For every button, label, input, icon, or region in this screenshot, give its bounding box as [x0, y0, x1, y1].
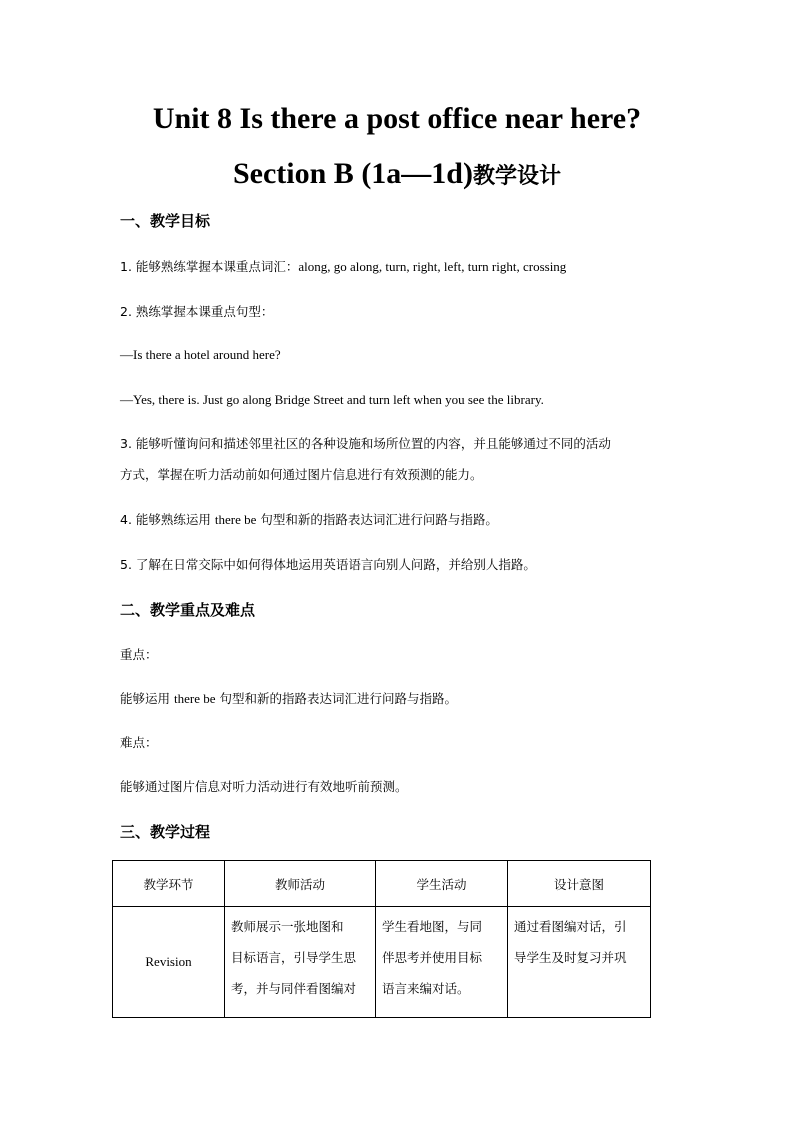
example-question: —Is there a hotel around here?	[120, 347, 281, 362]
cell-teacher: 教师展示一张地图和 目标语言，引导学生思 考，并与同伴看图编对	[225, 907, 376, 1018]
cell-intent: 通过看图编对话，引 导学生及时复习并巩	[508, 907, 651, 1018]
cell-student: 学生看地图，与同 伴思考并使用目标 语言来编对话。	[376, 907, 508, 1018]
objective-4: 4. 能够熟练运用 there be 句型和新的指路表达词汇进行问路与指路。	[120, 512, 498, 527]
difficulty-text: 能够通过图片信息对听力活动进行有效地听前预测。	[120, 779, 408, 794]
heading-key-points: 二、教学重点及难点	[120, 601, 256, 619]
objective-3-line1: 3. 能够听懂询问和描述邻里社区的各种设施和场所位置的内容，并且能够通过不同的活动	[120, 436, 611, 451]
difficulty-label: 难点：	[120, 735, 158, 750]
focus-label: 重点：	[120, 647, 158, 662]
document-subtitle	[0, 156, 794, 195]
objective-5: 5. 了解在日常交际中如何得体地运用英语语言向别人问路，并给别人指路。	[120, 557, 536, 572]
header-stage: 教学环节	[113, 861, 225, 907]
focus-text: 能够运用 there be 句型和新的指路表达词汇进行问路与指路。	[120, 691, 457, 706]
cell-stage: Revision	[113, 907, 225, 1018]
document-title: Unit 8 Is there a post office near here?	[152, 102, 642, 135]
header-intent: 设计意图	[508, 861, 651, 907]
heading-process: 三、教学过程	[120, 823, 211, 841]
example-answer: —Yes, there is. Just go along Bridge Street and turn left when you see the library.	[120, 392, 544, 407]
header-teacher: 教师活动	[225, 861, 376, 907]
heading-objectives: 一、教学目标	[120, 212, 211, 230]
objective-1: 1. 能够熟练掌握本课重点词汇：along, go along, turn, right, left, turn right, crossing	[120, 259, 567, 274]
table-header-row	[113, 861, 651, 907]
table-row	[113, 907, 651, 1018]
process-table	[112, 860, 651, 1018]
subtitle-chinese: 教学设计	[472, 164, 561, 189]
subtitle-english: Section B (1a—1d)	[232, 157, 473, 190]
objective-2: 2. 熟练掌握本课重点句型：	[120, 304, 274, 319]
objective-3-line2: 方式，掌握在听力活动前如何通过图片信息进行有效预测的能力。	[120, 467, 483, 482]
header-student: 学生活动	[376, 861, 508, 907]
